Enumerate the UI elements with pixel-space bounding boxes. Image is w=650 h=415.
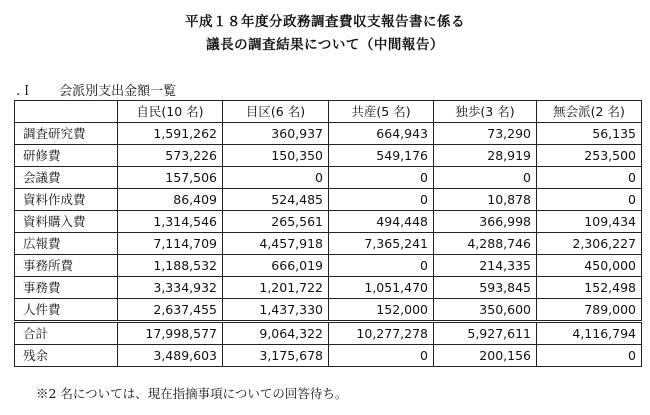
value-cell: 56,135 <box>537 123 642 145</box>
header-row <box>15 101 642 123</box>
value-cell: 2,637,455 <box>118 299 223 322</box>
value-cell: 109,434 <box>537 211 642 233</box>
value-cell: 157,506 <box>118 167 223 189</box>
value-cell: 0 <box>329 345 434 367</box>
value-cell: 366,998 <box>434 211 537 233</box>
value-cell: 9,064,322 <box>223 322 329 345</box>
value-cell: 1,314,546 <box>118 211 223 233</box>
row-label-cell: 研修費 <box>15 145 118 167</box>
row-label-cell: 会議費 <box>15 167 118 189</box>
row-label-cell: 残余 <box>15 345 118 367</box>
value-cell: 4,457,918 <box>223 233 329 255</box>
value-cell: 10,277,278 <box>329 322 434 345</box>
value-cell: 1,051,470 <box>329 277 434 299</box>
row-label-cell: 調査研究費 <box>15 123 118 145</box>
value-cell: 5,927,611 <box>434 322 537 345</box>
value-cell: 0 <box>537 167 642 189</box>
value-cell: 152,498 <box>537 277 642 299</box>
value-cell: 7,365,241 <box>329 233 434 255</box>
header-cell: 自民(10 名) <box>118 101 223 123</box>
value-cell: 1,591,262 <box>118 123 223 145</box>
report-title-line-1: 平成１８年度分政務調査費収支報告書に係る <box>185 14 465 30</box>
table-row <box>15 255 642 277</box>
section-label: 会派別支出金額一覧 <box>59 84 177 99</box>
value-cell: 1,188,532 <box>118 255 223 277</box>
value-cell: 789,000 <box>537 299 642 322</box>
section-heading <box>16 80 176 99</box>
value-cell: 10,878 <box>434 189 537 211</box>
value-cell: 549,176 <box>329 145 434 167</box>
table-row <box>15 211 642 233</box>
value-cell: 3,334,932 <box>118 277 223 299</box>
row-label-cell: 資料購入費 <box>15 211 118 233</box>
value-cell: 7,114,709 <box>118 233 223 255</box>
row-label-cell: 広報費 <box>15 233 118 255</box>
value-cell: 494,448 <box>329 211 434 233</box>
table-row <box>15 123 642 145</box>
value-cell: 152,000 <box>329 299 434 322</box>
header-cell: 目区(6 名) <box>223 101 329 123</box>
total-row <box>15 345 642 367</box>
value-cell: 86,409 <box>118 189 223 211</box>
value-cell: 0 <box>537 345 642 367</box>
table-row <box>15 277 642 299</box>
value-cell: 150,350 <box>223 145 329 167</box>
value-cell: 265,561 <box>223 211 329 233</box>
table-row <box>15 145 642 167</box>
value-cell: 666,019 <box>223 255 329 277</box>
header-cell: 無会派(2 名) <box>537 101 642 123</box>
value-cell: 253,500 <box>537 145 642 167</box>
value-cell: 73,290 <box>434 123 537 145</box>
row-label-cell: 合計 <box>15 322 118 345</box>
row-label-cell: 事務費 <box>15 277 118 299</box>
value-cell: 593,845 <box>434 277 537 299</box>
value-cell: 524,485 <box>223 189 329 211</box>
value-cell: 573,226 <box>118 145 223 167</box>
value-cell: 450,000 <box>537 255 642 277</box>
row-label-cell: 資料作成費 <box>15 189 118 211</box>
value-cell: 28,919 <box>434 145 537 167</box>
value-cell: 0 <box>537 189 642 211</box>
footnote: ※2 名については、現在指摘事項についての回答待ち。 <box>36 386 348 401</box>
value-cell: 3,175,678 <box>223 345 329 367</box>
table-row <box>15 299 642 322</box>
value-cell: 360,937 <box>223 123 329 145</box>
value-cell: 664,943 <box>329 123 434 145</box>
report-title-line-2: 議長の調査結果について（中間報告） <box>206 37 444 53</box>
total-row <box>15 322 642 345</box>
expenditure-table <box>14 100 642 367</box>
value-cell: 3,489,603 <box>118 345 223 367</box>
value-cell: 4,288,746 <box>434 233 537 255</box>
value-cell: 0 <box>329 167 434 189</box>
value-cell: 1,437,330 <box>223 299 329 322</box>
value-cell: 4,116,794 <box>537 322 642 345</box>
value-cell: 0 <box>329 189 434 211</box>
value-cell: 214,335 <box>434 255 537 277</box>
value-cell: 2,306,227 <box>537 233 642 255</box>
value-cell: 17,998,577 <box>118 322 223 345</box>
row-label-cell: 人件費 <box>15 299 118 322</box>
header-corner-cell <box>15 101 118 123</box>
section-number: .Ｉ <box>16 84 34 99</box>
header-cell: 共産(5 名) <box>329 101 434 123</box>
value-cell: 350,600 <box>434 299 537 322</box>
value-cell: 200,156 <box>434 345 537 367</box>
table-row <box>15 189 642 211</box>
value-cell: 0 <box>223 167 329 189</box>
header-cell: 独歩(3 名) <box>434 101 537 123</box>
table-row <box>15 233 642 255</box>
table-row <box>15 167 642 189</box>
value-cell: 0 <box>329 255 434 277</box>
value-cell: 0 <box>434 167 537 189</box>
value-cell: 1,201,722 <box>223 277 329 299</box>
row-label-cell: 事務所費 <box>15 255 118 277</box>
table-body <box>15 123 642 367</box>
